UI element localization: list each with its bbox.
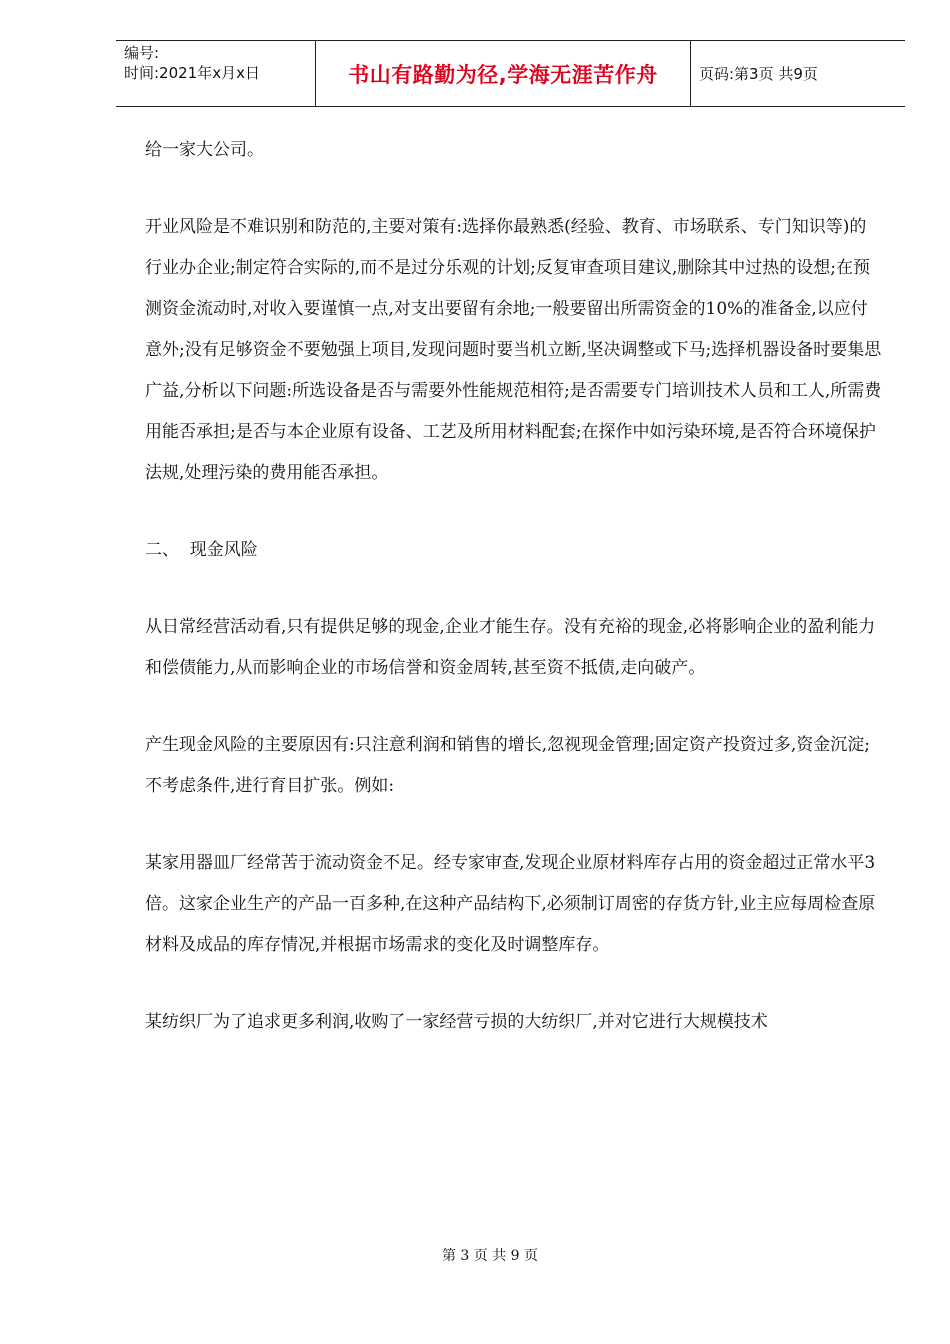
- page-header: [116, 40, 905, 107]
- header-motto: 书山有路勤为径,学海无涯苦作舟: [316, 41, 691, 106]
- paragraph: 产生现金风险的主要原因有:只注意利润和销售的增长,忽视现金管理;固定资产投资过多,资金沉淀;不考虑条件,进行育目扩张。例如:: [145, 735, 870, 796]
- paragraph: 从日常经营活动看,只有提供足够的现金,企业才能生存。没有充裕的现金,必将影响企业的盈利能力和偿债能力,从而影响企业的市场信誉和资金周转,甚至资不抵债,走向破产。: [145, 617, 876, 678]
- paragraph: 开业风险是不难识别和防范的,主要对策有:选择你最熟悉(经验、教育、市场联系、专门知识等)的行业办企业;制定符合实际的,而不是过分乐观的计划;反复审查项目建议,删除其中过热的设想;在预测资金流动时,对收入要谨慎一点,对支出要留有余地;一般要留出所需资金的10%的准备金,以应付意外;没有足够资金不要勉强上项目,发现问题时要当机立断,坚决调整或下马;选择机器设备时要集思广益,分析以下问题:所选设备是否与需要外性能规范相符;是否需要专门培训技术人员和工人,所需费用能否承担;是否与本企业原有设备、工艺及所用材料配套;在探作中如污染环境,是否符合环境保护法规,处理污染的费用能否承担。: [145, 217, 882, 483]
- section-heading: 二、 现金风险: [145, 540, 258, 560]
- header-page-label: 页码:第3页 共9页: [699, 65, 818, 83]
- document-number-label: 编号:: [124, 44, 160, 62]
- paragraph: 某家用器皿厂经常苦于流动资金不足。经专家审查,发现企业原材料库存占用的资金超过正常水平3倍。这家企业生产的产品一百多种,在这种产品结构下,必须制订周密的存货方针,业主应每周检查原材料及成品的库存情况,并根据市场需求的变化及时调整库存。: [145, 853, 876, 955]
- document-body: [145, 130, 883, 1079]
- document-time-label: 时间:2021年x月x日: [124, 64, 260, 82]
- paragraph: 某纺织厂为了追求更多利润,收购了一家经营亏损的大纺织厂,并对它进行大规模技术: [145, 1012, 768, 1032]
- page-footer: 第 3 页 共 9 页: [441, 1248, 539, 1264]
- paragraph: 给一家大公司。: [145, 140, 264, 160]
- header-meta: [116, 41, 316, 106]
